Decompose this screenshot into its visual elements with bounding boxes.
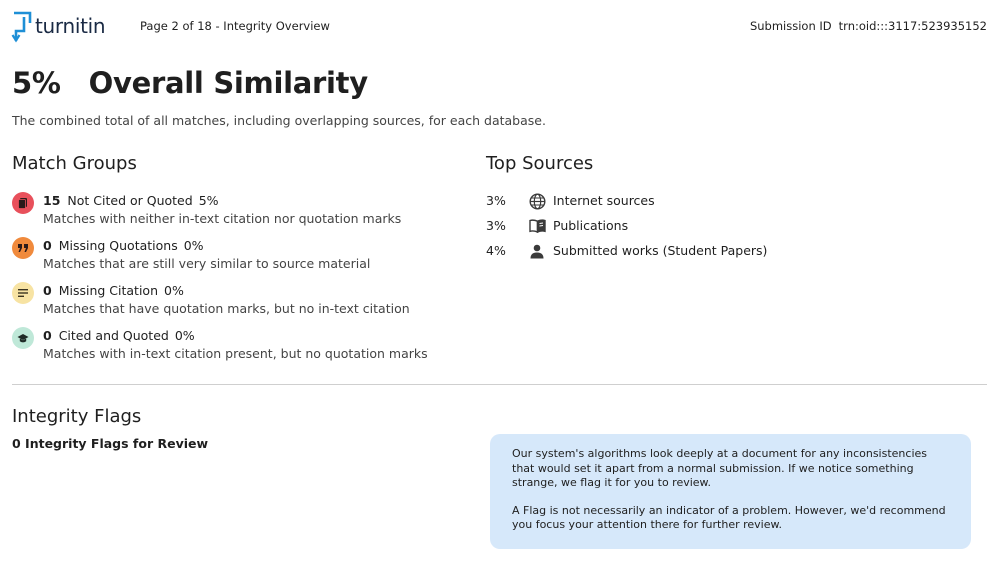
lines-icon (12, 282, 34, 304)
integrity-flags-count: 0 Integrity Flags for Review (12, 436, 209, 451)
book-icon (528, 217, 546, 235)
match-group-cited-quoted[interactable] (12, 326, 472, 371)
match-group-count: 0 (43, 283, 52, 298)
graduation-cap-icon (12, 327, 34, 349)
overall-similarity-percent: 5% (12, 66, 61, 100)
globe-icon (528, 192, 546, 210)
top-source-label: Publications (553, 218, 629, 233)
submission-id (750, 19, 987, 33)
match-group-label: Cited and Quoted (58, 328, 169, 343)
match-group-not-cited[interactable] (12, 191, 472, 236)
match-group-count: 0 (43, 328, 52, 343)
top-source-percent: 3% (486, 218, 506, 233)
overall-similarity-title: Overall Similarity (88, 66, 368, 100)
info-paragraph: A Flag is not necessarily an indicator of a problem. However, we'd recommend you focus your attention there for further review. (512, 503, 946, 531)
person-icon (528, 242, 546, 260)
top-source-percent: 3% (486, 193, 506, 208)
match-group-description: Matches with neither in-text citation nor quotation marks (43, 211, 402, 226)
section-divider (12, 384, 987, 385)
match-group-label: Missing Quotations (58, 238, 178, 253)
page-info: Page 2 of 18 - Integrity Overview (140, 19, 330, 33)
match-group-count: 0 (43, 238, 52, 253)
top-sources-heading: Top Sources (486, 153, 594, 174)
match-group-count: 15 (43, 193, 61, 208)
page-title (12, 66, 368, 100)
match-group-percent: 5% (198, 193, 219, 208)
match-group-percent: 0% (183, 238, 204, 253)
turnitin-logo-icon (11, 11, 33, 43)
top-sources-list (486, 191, 786, 266)
match-groups-heading: Match Groups (12, 153, 137, 174)
top-source-label: Internet sources (553, 193, 655, 208)
match-groups-list (12, 191, 472, 371)
match-group-description: Matches that are still very similar to source material (43, 256, 371, 271)
top-source-publications[interactable] (486, 216, 786, 241)
integrity-flags-info-box (490, 434, 971, 549)
top-source-submitted-works[interactable] (486, 241, 786, 266)
quote-icon (12, 237, 34, 259)
match-group-label: Not Cited or Quoted (67, 193, 193, 208)
logo-text: turnitin (35, 14, 106, 38)
match-group-description: Matches with in-text citation present, but no quotation marks (43, 346, 428, 361)
integrity-flags-heading: Integrity Flags (12, 406, 142, 427)
top-source-percent: 4% (486, 243, 506, 258)
document-icon (12, 192, 34, 214)
submission-value: trn:oid:::3117:523935152 (838, 19, 987, 33)
turnitin-logo (11, 11, 105, 43)
match-group-missing-citation[interactable] (12, 281, 472, 326)
overview-subtitle: The combined total of all matches, including overlapping sources, for each database. (12, 113, 546, 128)
submission-label: Submission ID (749, 19, 832, 33)
match-group-percent: 0% (174, 328, 195, 343)
match-group-percent: 0% (164, 283, 184, 298)
match-group-label: Missing Citation (58, 283, 158, 298)
top-source-internet[interactable] (486, 191, 786, 216)
header (0, 0, 998, 52)
info-paragraph: Our system's algorithms look deeply at a document for any inconsistencies that would set it apart from a normal submission. If we notice something strange, we flag it for you to review. (512, 447, 928, 489)
top-source-label: Submitted works (Student Papers) (553, 243, 768, 258)
match-group-description: Matches that have quotation marks, but no in-text citation (43, 301, 410, 316)
match-group-missing-quotations[interactable] (12, 236, 472, 281)
